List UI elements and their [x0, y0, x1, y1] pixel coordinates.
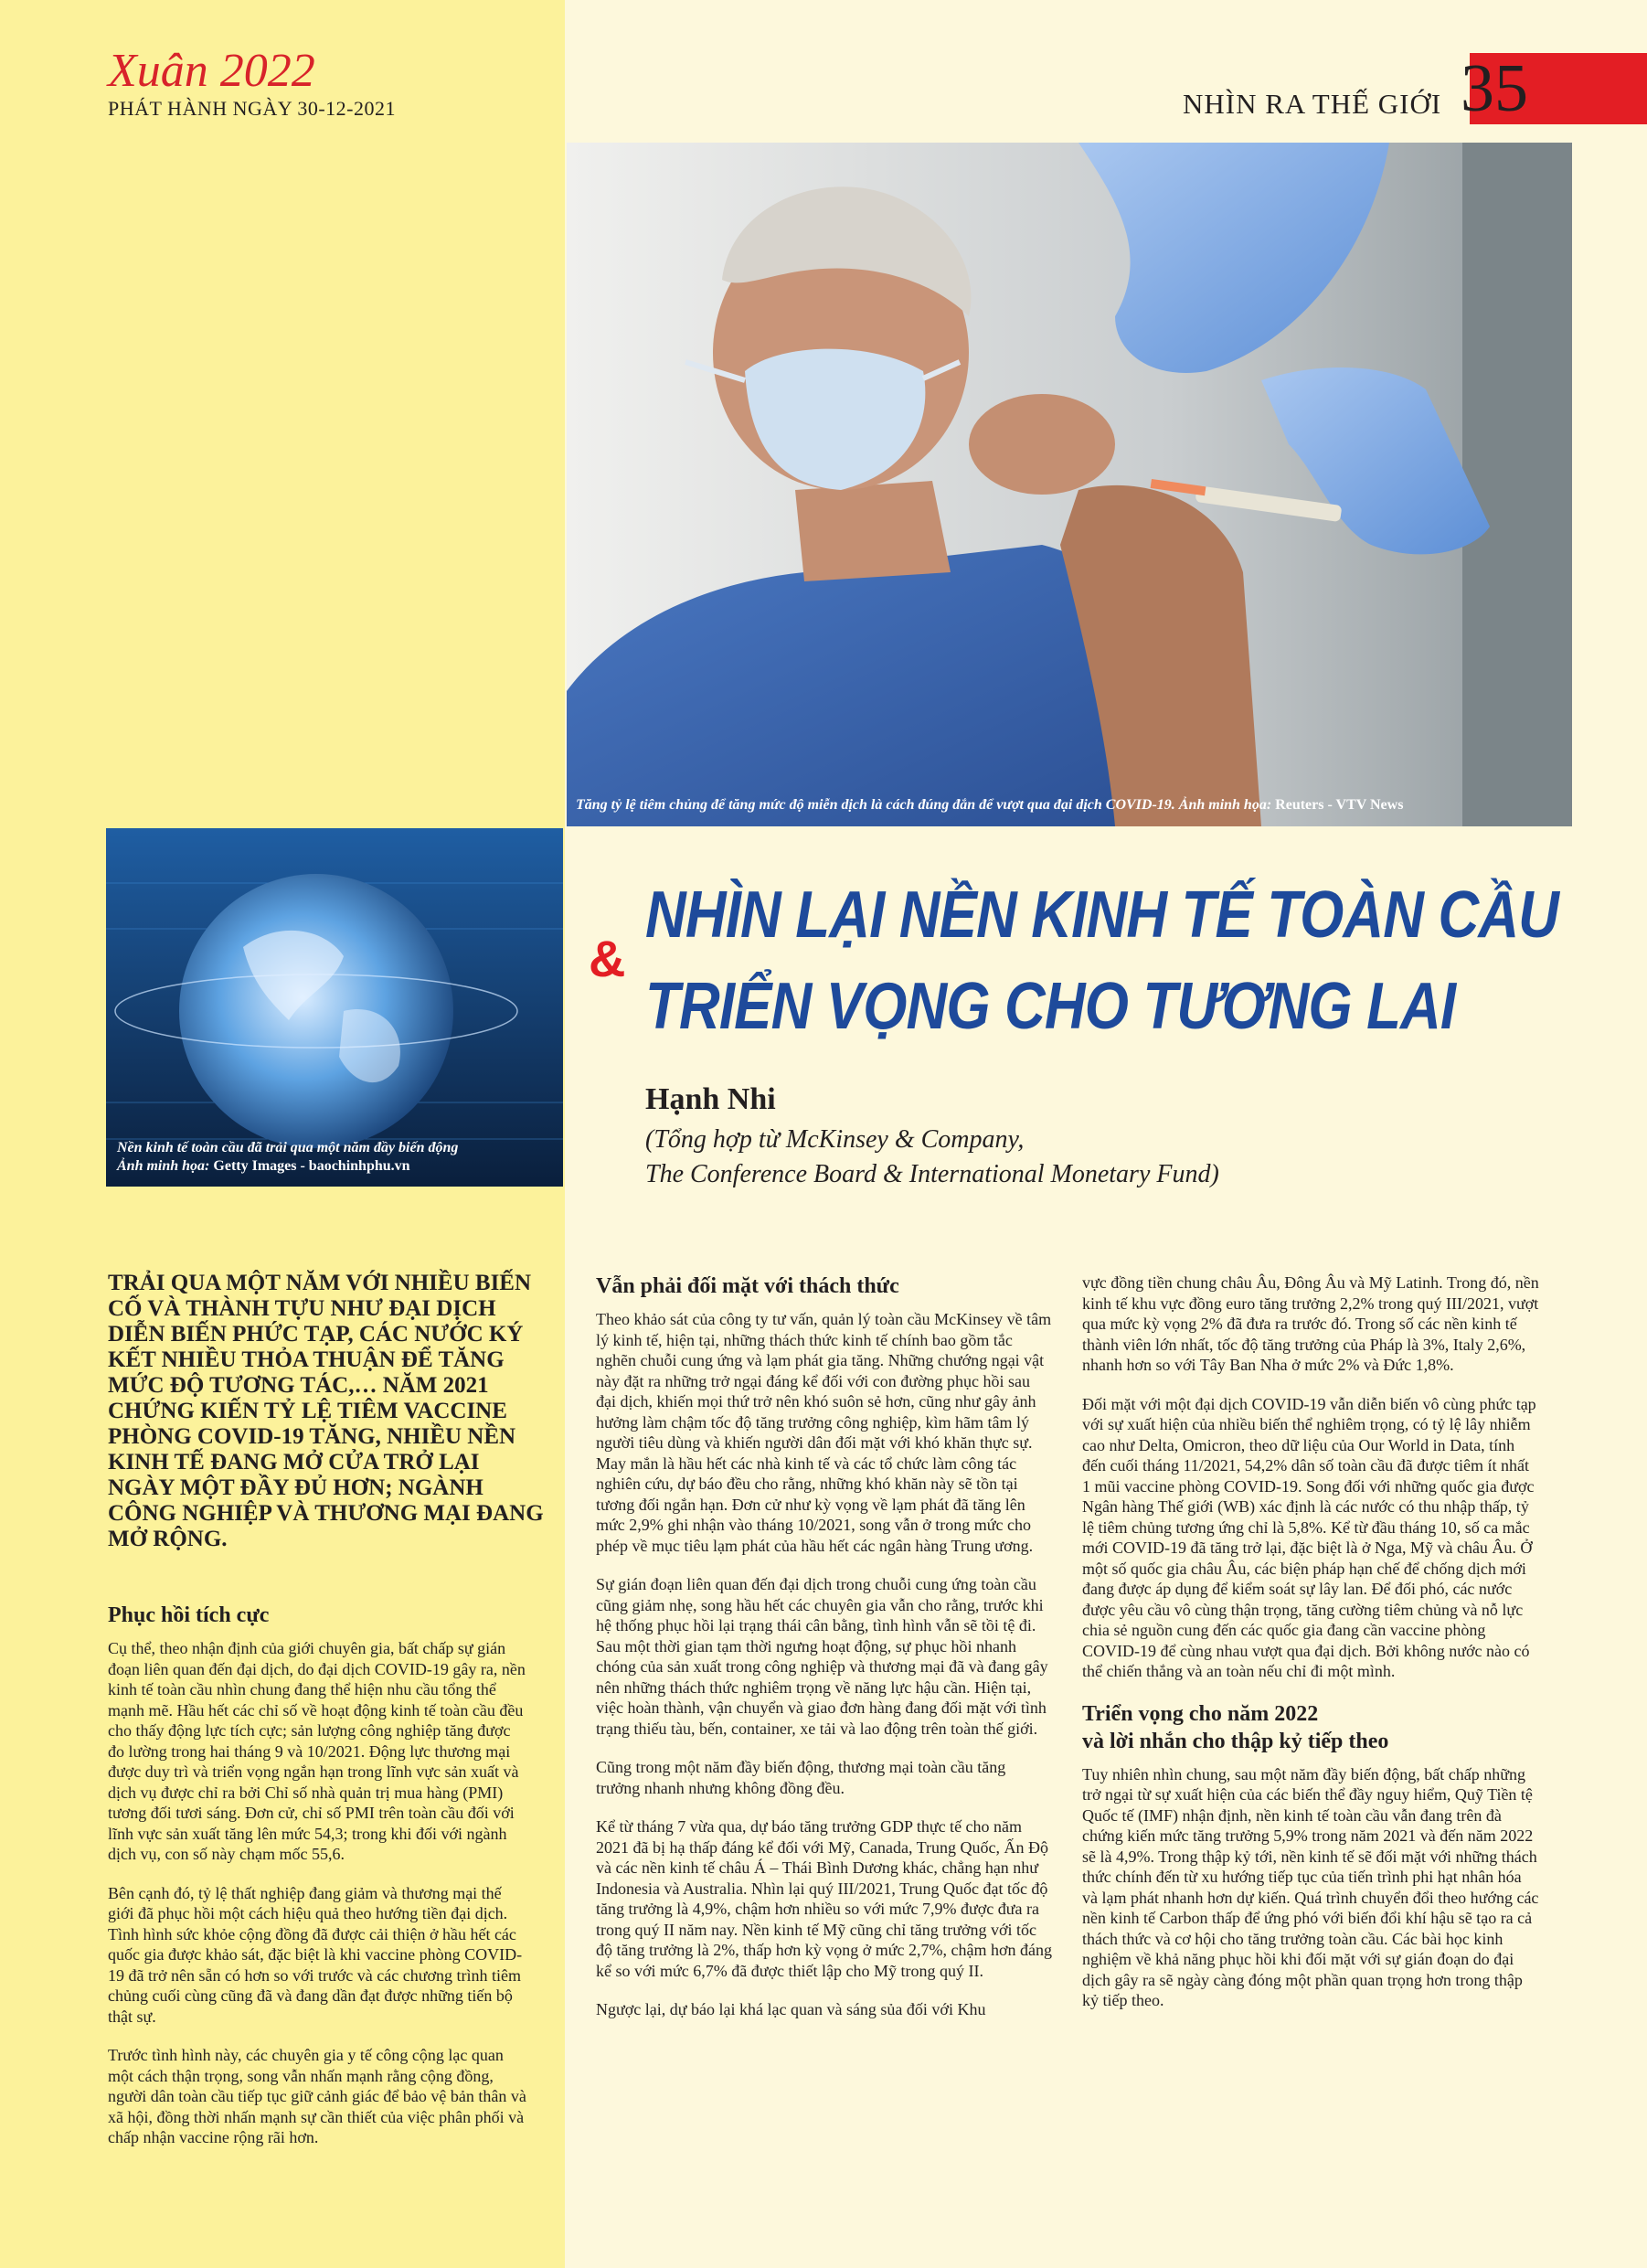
section-title: NHÌN RA THẾ GIỚI [1183, 88, 1442, 120]
issue-label: Xuân 2022 [108, 45, 315, 97]
source-line2: The Conference Board & International Monetary Fund) [645, 1160, 1219, 1188]
col3-paragraph-3: Tuy nhiên nhìn chung, sau một năm đầy biến động, bất chấp những trở ngại từ sự xuất hiện của các biến thể đầy nguy hiểm, Quỹ Tiền tệ Quốc tế (IMF) nhận định, nền kinh tế toàn cầu vẫn đang trên đà chứng kiến mức tăng trưởng 5,9% trong năm 2021 và đến năm 2022 sẽ là 4,9%. Trong thập kỷ tới, nền kinh tế sẽ đối mặt với những thách thức chính đến từ xu hướng tiếp tục của tiến trình phi hạt nhân hóa và lạm phát nhanh hơn dự kiến. Quá trình chuyển đổi theo hướng các nền kinh tế Carbon thấp để ứng phó với biến đổi khí hậu sẽ tạo ra cả thách thức và cơ hội cho tăng trưởng toàn cầu. Các bài học kinh nghiệm về khả năng phục hồi khi đối mặt với sự gián đoạn do đại dịch gây ra sẽ ngày càng đóng một phần quan trọng hơn trong thập kỷ tiếp theo. [1082, 1764, 1539, 2009]
col3-paragraph-2: Đối mặt với một đại dịch COVID-19 vẫn diễn biến vô cùng phức tạp với sự xuất hiện của nhiều biến thể nghiêm trọng, có tỷ lệ lây nhiễm cao như Delta, Omicron, theo dữ liệu của Our World in Data, tính đến cuối tháng 11/2021, 54,2% dân số toàn cầu đã được tiêm ít nhất 1 mũi vaccine phòng COVID-19. Song đối với những quốc gia được Ngân hàng Thế giới (WB) xác định là các nước có thu nhập thấp, tỷ lệ tiêm chủng tương ứng chỉ là 5,8%. Kể từ đầu tháng 10, số ca mắc mới COVID-19 đã tăng trở lại, đặc biệt là ở Nga, Mỹ và châu Âu. Ở một số quốc gia châu Âu, các biện pháp hạn chế để chống dịch mới đang được áp dụng để kiểm soát sự lây lan. Để đối phó, các nước được yêu cầu vô cùng thận trọng, tăng cường tiêm chủng và nỗ lực chia sẻ nguồn cung đến các quốc gia đang cần vaccine phòng COVID-19 để cùng nhau vượt qua đại dịch. Bởi không nước nào có thể chiến thắng và an toàn nếu chỉ đi một mình. [1082, 1394, 1536, 1680]
main-photo-caption-text: Tăng tỷ lệ tiêm chủng để tăng mức độ miễn dịch là cách đúng đắn để vượt qua đại dịch COVID-19. Ảnh minh họa: [576, 797, 1272, 813]
col1-paragraph-2: Bên cạnh đó, tỷ lệ thất nghiệp đang giảm và thương mại thế giới đã phục hồi một cách hiệu quả theo hướng tiền đại dịch. Tình hình sức khỏe cộng đồng đã được cải thiện ở hầu hết các quốc gia được khảo sát, đặc biệt là khi vaccine phòng COVID-19 đã trở nên sẵn có hơn so với trước và các chương trình tiêm chủng cuối cùng cũng đã và đang dần đạt được những tiến bộ thật sự. [108, 1883, 523, 2026]
globe-caption-line2 [117, 1157, 556, 1176]
col1-paragraph-3: Trước tình hình này, các chuyên gia y tế công cộng lạc quan một cách thận trọng, song vẫn nhấn mạnh rằng cộng đồng, người dân toàn cầu tiếp tục giữ cảnh giác để bảo vệ bản thân và xã hội, đồng thời nhấn mạnh sự cần thiết của việc phân phối và chấp nhận vaccine rộng rãi hơn. [108, 2046, 526, 2146]
article-source [645, 1123, 1219, 1192]
globe-photo [106, 828, 563, 1187]
main-photo-caption [576, 797, 1563, 814]
col2-paragraph-4: Kể từ tháng 7 vừa qua, dự báo tăng trưởng GDP thực tế cho năm 2021 đã bị hạ thấp đáng kể đối với Mỹ, Canada, Trung Quốc, Ấn Độ và các nền kinh tế châu Á – Thái Bình Dương khác, chẳng hạn như Indonesia và Australia. Nhìn lại quý III/2021, Trung Quốc đạt tốc độ tăng trưởng là 4,9%, chậm hơn nhiều so với mức 7,9% được đưa ra trong quý II năm nay. Nền kinh tế Mỹ cũng chỉ tăng trưởng với tốc độ tăng trưởng là 2%, thấp hơn kỳ vọng ở mức 2,7%, chậm hơn đáng kể so với mức 6,7% đã được thiết lập cho Mỹ trong quý II. [596, 1817, 1052, 1980]
publication-date: PHÁT HÀNH NGÀY 30-12-2021 [108, 97, 396, 120]
globe-illustration [106, 828, 563, 1187]
article-title-line1: NHÌN LẠI NỀN KINH TẾ TOÀN CẦU [645, 878, 1559, 952]
column-3 [1082, 1272, 1539, 2029]
globe-photo-caption [117, 1139, 556, 1176]
globe-photo-credit: Getty Images - baochinhphu.vn [213, 1158, 410, 1174]
main-photo-credit: Reuters - VTV News [1275, 797, 1404, 813]
col2-paragraph-3: Cũng trong một năm đầy biến động, thương mại toàn cầu tăng trưởng nhanh nhưng không đồng đều. [596, 1758, 1006, 1797]
page-number: 35 [1461, 51, 1528, 126]
title-ampersand: & [589, 930, 626, 987]
globe-caption-line1: Nền kinh tế toàn cầu đã trải qua một năm đầy biến động [117, 1140, 459, 1155]
globe-caption-prefix: Ảnh minh họa: [117, 1158, 210, 1174]
column-1 [108, 1602, 530, 2167]
heading-trien-vong [1082, 1700, 1539, 1755]
col1-paragraph-1: Cụ thể, theo nhận định của giới chuyên gia, bất chấp sự gián đoạn liên quan đến đại dịch, do đại dịch COVID-19 gây ra, nền kinh tế toàn cầu nhìn chung đang thể hiện nhu cầu tổng thể mạnh mẽ. Hầu hết các chỉ số về hoạt động kinh tế toàn cầu đều cho thấy động lực tích cực; sản lượng công nghiệp tăng được đo lường trong hai tháng 9 và 10/2021. Động lực thương mại được duy trì và triển vọng ngắn hạn trong lĩnh vực sản xuất và dịch vụ được chỉ ra bởi Chỉ số nhà quản trị mua hàng (PMI) tương đối tươi sáng. Đơn cử, chỉ số PMI trên toàn cầu đối với lĩnh vực sản xuất tăng lên mức 54,3; trong khi đối với ngành dịch vụ, con số này chạm mốc 55,6. [108, 1639, 526, 1863]
article-lead: TRẢI QUA MỘT NĂM VỚI NHIỀU BIẾN CỐ VÀ THÀNH TỰU NHƯ ĐẠI DỊCH DIỄN BIẾN PHỨC TẠP, CÁC NƯỚC KÝ KẾT NHIỀU THỎA THUẬN ĐỂ TĂNG MỨC ĐỘ TƯƠNG TÁC,… NĂM 2021 CHỨNG KIẾN TỶ LỆ TIÊM VACCINE PHÒNG COVID-19 TĂNG, NHIỀU NỀN KINH TẾ ĐANG MỞ CỬA TRỞ LẠI NGÀY MỘT ĐẦY ĐỦ HƠN; NGÀNH CÔNG NGHIỆP VÀ THƯƠNG MẠI ĐANG MỞ RỘNG. [108, 1271, 544, 1551]
heading-phuc-hoi: Phục hồi tích cực [108, 1603, 270, 1627]
column-2 [596, 1272, 1053, 2039]
heading-trien-vong-line2: và lời nhắn cho thập kỷ tiếp theo [1082, 1729, 1389, 1753]
author-name: Hạnh Nhi [645, 1082, 776, 1116]
source-line1: (Tổng hợp từ McKinsey & Company, [645, 1125, 1025, 1154]
vaccination-illustration [567, 143, 1572, 826]
article-title-line2: TRIỂN VỌNG CHO TƯƠNG LAI [645, 970, 1456, 1043]
col2-paragraph-5: Ngược lại, dự báo lại khá lạc quan và sáng sủa đối với Khu [596, 2000, 986, 2018]
col2-paragraph-1: Theo khảo sát của công ty tư vấn, quản lý toàn cầu McKinsey về tâm lý kinh tế, hiện tại, những thách thức kinh tế chính bao gồm tắc nghẽn chuỗi cung ứng và lạm phát gia tăng. Những chướng ngại vật này đặt ra những trở ngại đáng kể đối với con đường phục hồi sau đại dịch, khiến mọi thứ trở nên khó suôn sẻ hơn, cũng như gây ảnh hưởng làm chậm tốc độ tăng trưởng công nghiệp, kìm hãm tâm lý người tiêu dùng và khiến người dân đối mặt với khó khăn thực sự. May mắn là hầu hết các nhà kinh tế và các tổ chức làm công tác nghiên cứu, dự báo đều cho rằng, những khó khăn này sẽ tồn tại tương đối ngắn hạn. Đơn cử như kỳ vọng về lạm phát đã tăng lên mức 2,9% ghi nhận vào tháng 10/2021, song vẫn ở trong mức cho phép về mục tiêu lạm phát của hầu hết các ngân hàng Trung ương. [596, 1310, 1052, 1555]
heading-trien-vong-line1: Triển vọng cho năm 2022 [1082, 1701, 1319, 1726]
vaccination-photo [567, 143, 1572, 826]
heading-thach-thuc: Vẫn phải đối mặt với thách thức [596, 1274, 899, 1298]
col2-paragraph-2: Sự gián đoạn liên quan đến đại dịch trong chuỗi cung ứng toàn cầu cũng giảm nhẹ, song hầu hết các chuyên gia vẫn cho rằng, trước khi hệ thống phục hồi lại trạng thái cân bằng, tình hình vẫn sẽ tồi tệ đi. Sau một thời gian tạm thời ngưng hoạt động, sự phục hồi nhanh chóng của sản xuất trong công nghiệp và thương mại đã và đang gây nên những thách thức nghiêm trọng về năng lực hậu cần. Hiện tại, việc hoàn thành, vận chuyển và giao đơn hàng đang đối mặt với tình trạng thiếu tàu, bến, container, xe tải và lao động trên toàn thế giới. [596, 1575, 1048, 1738]
col3-paragraph-1: vực đồng tiền chung châu Âu, Đông Âu và Mỹ Latinh. Trong đó, nền kinh tế khu vực đồng euro tăng trưởng 2,2% trong quý III/2021, vượt qua mức kỳ vọng 2% đã đưa ra trước đó. Trong số các nền kinh tế thành viên lớn nhất, tốc độ tăng trưởng của Pháp là 3%, Italy 2,6%, nhanh hơn so với Tây Ban Nha ở mức 2% và Đức 1,8%. [1082, 1273, 1539, 1374]
